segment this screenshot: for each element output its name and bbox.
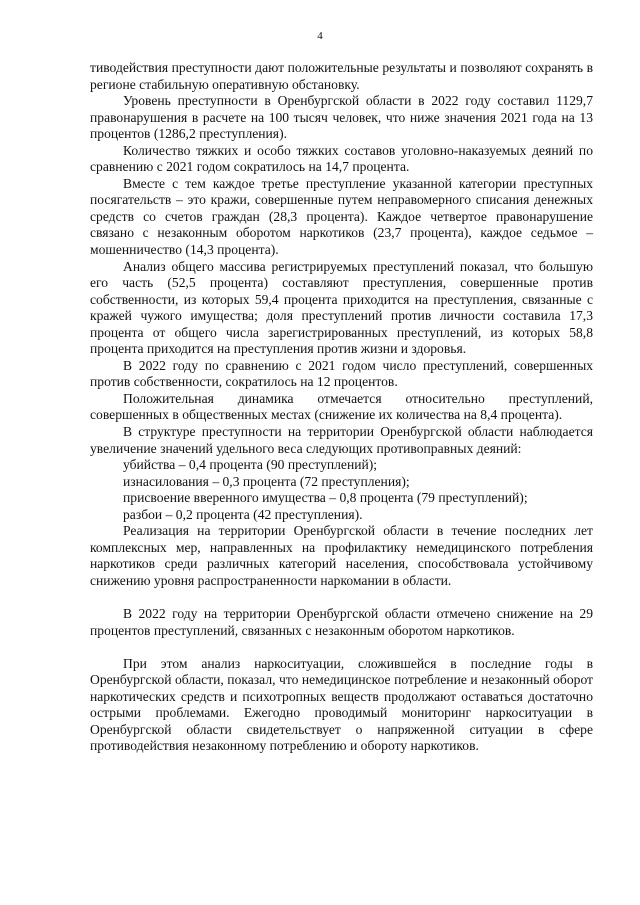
paragraph-public-places: Положительная динамика отмечается относительно преступлений, совершенных в общественных местах (снижение их количества на 8,4 процента). (90, 390, 593, 423)
list-item-murders: убийства – 0,4 процента (90 преступлений); (123, 457, 378, 473)
list-item-embezzlement: присвоение вверенного имущества – 0,8 процента (79 преступлений); (123, 490, 528, 506)
document-body (90, 60, 593, 755)
paragraph-drug-situation: При этом анализ наркоситуации, сложившейся в последние годы в Оренбургской области, показал, что немедицинское потребление и незаконный оборот наркотических средств и психотропных веществ продолжают оставаться достаточно острыми проблемами. Ежегодно проводимый мониторинг наркоситуации в Оренбургской области свидетельствует о напряженной ситуации в сфере противодействия незаконному потреблению и обороту наркотиков. (90, 655, 593, 754)
list-item-robberies: разбои – 0,2 процента (42 преступления). (123, 506, 363, 522)
paragraph-crime-level: Уровень преступности в Оренбургской области в 2022 году составил 1129,7 правонарушения в расчете на 100 тысяч человек, что ниже значения 2021 года на 13 процентов (1286,2 преступления). (90, 93, 593, 142)
paragraph-drug-prevention: Реализация на территории Оренбургской области в течение последних лет комплексных мер, направленных на профилактику немедицинского потребления наркотиков среди различных категорий населения, способствовала устойчивому снижению уровня распространенности наркомании в области. (90, 523, 593, 588)
paragraph-grave-crimes: Количество тяжких и особо тяжких составов уголовно-наказуемых деяний по сравнению с 2021 годом сократилось на 14,7 процента. (90, 142, 593, 175)
page-number: 4 (317, 30, 323, 42)
paragraph-structure-increase: В структуре преступности на территории Оренбургской области наблюдается увеличение значений удельного веса следующих противоправных деяний: (90, 424, 593, 456)
list-item-rapes: изнасилования – 0,3 процента (72 преступления); (123, 473, 410, 489)
paragraph-continuation: тиводействия преступности дают положительные результаты и позволяют сохранять в регионе стабильную оперативную обстановку. (90, 60, 593, 92)
paragraph-drug-crimes-decrease: В 2022 году на территории Оренбургской области отмечено снижение на 29 процентов преступлений, связанных с незаконным оборотом наркотиков. (90, 606, 593, 638)
paragraph-crime-analysis: Анализ общего массива регистрируемых преступлений показал, что большую его часть (52,5 процента) составляют преступления, совершенные против собственности, из которых 59,4 процента приходится на преступления, связанные с кражей чужого имущества; доля преступлений против личности составила 17,3 процента от общего числа зарегистрированных преступлений, из которых 58,8 процента приходится на преступления против жизни и здоровья. (90, 258, 593, 357)
paragraph-crime-structure: Вместе с тем каждое третье преступление указанной категории преступных посягательств – это кражи, совершенные путем неправомерного списания денежных средств со счетов граждан (28,3 процента). Каждое четвертое правонарушение связано с незаконным оборотом наркотиков (23,7 процента), каждое седьмое – мошенничество (14,3 процента). (90, 175, 593, 258)
paragraph-property-crimes: В 2022 году по сравнению с 2021 годом число преступлений, совершенных против собственности, сократилось на 12 процентов. (90, 357, 593, 390)
